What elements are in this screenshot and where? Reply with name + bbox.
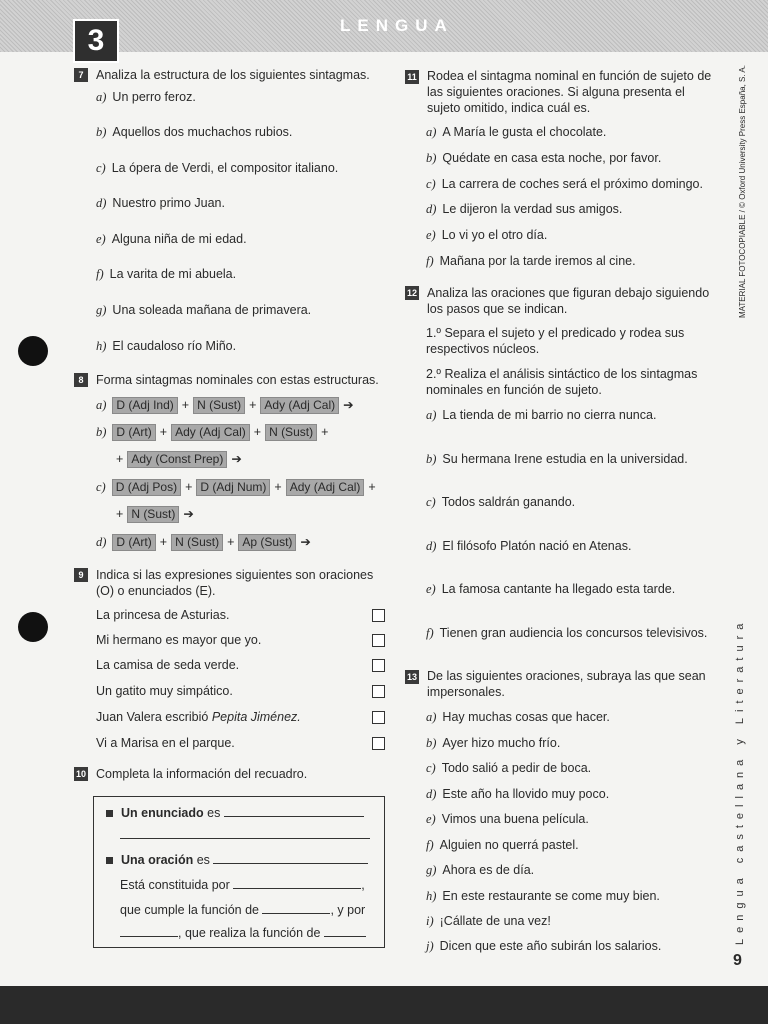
list-item: f) Mañana por la tarde iremos al cine. bbox=[426, 254, 636, 268]
copyright-notice: MATERIAL FOTOCOPIABLE / © Oxford University Press España, S. A. bbox=[738, 65, 747, 318]
list-item: a) La tienda de mi barrio no cierra nunca. bbox=[426, 408, 657, 422]
book-title: Lengua castellana y Literatura bbox=[734, 617, 746, 945]
answer-checkbox[interactable] bbox=[372, 659, 385, 672]
chip: D (Adj Pos) bbox=[112, 479, 181, 496]
footer-band bbox=[0, 986, 768, 1024]
list-item: e) La famosa cantante ha llegado esta tarde. bbox=[426, 582, 676, 596]
list-item: c) Todos saldrán ganando. bbox=[426, 495, 576, 509]
list-item: b) Su hermana Irene estudia en la universidad. bbox=[426, 452, 688, 466]
chip: N (Sust) bbox=[127, 506, 179, 523]
list-item: j) Dicen que este año subirán los salarios. bbox=[426, 939, 662, 953]
list-item: h) El caudaloso río Miño. bbox=[96, 339, 237, 353]
exercise-7-title: Analiza la estructura de los siguientes sintagmas. bbox=[96, 68, 370, 82]
structure-row-b-cont: + Ady (Const Prep) ➔ bbox=[116, 452, 242, 466]
chip: D (Adj Ind) bbox=[112, 397, 177, 414]
list-item: c) La carrera de coches será el próximo domingo. bbox=[426, 177, 703, 191]
list-item: a) Un perro feroz. bbox=[96, 90, 196, 104]
chip: D (Adj Num) bbox=[196, 479, 270, 496]
answer-checkbox[interactable] bbox=[372, 737, 385, 750]
list-item: g) Ahora es de día. bbox=[426, 863, 535, 877]
arrow-icon: ➔ bbox=[343, 398, 354, 412]
chip: Ady (Adj Cal) bbox=[286, 479, 365, 496]
answer-checkbox[interactable] bbox=[372, 634, 385, 647]
list-item: d) Este año ha llovido muy poco. bbox=[426, 787, 610, 801]
list-item: a) A María le gusta el chocolate. bbox=[426, 125, 607, 139]
chip: N (Sust) bbox=[171, 534, 223, 551]
list-item: c) Todo salió a pedir de boca. bbox=[426, 761, 592, 775]
list-item: f) La varita de mi abuela. bbox=[96, 267, 237, 281]
exercise-12-title: Analiza las oraciones que figuran debajo siguiendo los pasos que se indican. bbox=[427, 286, 710, 316]
chip: D (Art) bbox=[112, 534, 155, 551]
answer-line[interactable] bbox=[120, 828, 370, 839]
answer-line[interactable] bbox=[262, 903, 330, 914]
structure-row-b: b) D (Art) + Ady (Adj Cal) + N (Sust) + bbox=[96, 425, 329, 439]
list-item: f) Tienen gran audiencia los concursos televisivos. bbox=[426, 626, 708, 640]
chip: N (Sust) bbox=[193, 397, 245, 414]
structure-row-d: d) D (Art) + N (Sust) + Ap (Sust) ➔ bbox=[96, 535, 311, 549]
step-2: 2.º Realiza el análisis sintáctico de los sintagmas nominales en función de sujeto. bbox=[426, 367, 698, 397]
arrow-icon: ➔ bbox=[231, 452, 242, 466]
structure-row-c: c) D (Adj Pos) + D (Adj Num) + Ady (Adj Cal) + bbox=[96, 480, 376, 494]
answer-line[interactable] bbox=[213, 853, 368, 864]
exercise-8-title: Forma sintagmas nominales con estas estructuras. bbox=[96, 373, 379, 387]
answer-checkbox[interactable] bbox=[372, 685, 385, 698]
chip: Ady (Adj Cal) bbox=[171, 424, 250, 441]
definition-box: Un enunciado es Una oración es Está constituida por , que cumple la función de , y por , que realiza la función de bbox=[93, 796, 385, 948]
list-item: La camisa de seda verde. bbox=[96, 658, 240, 672]
structure-row-c-cont: + N (Sust) ➔ bbox=[116, 507, 194, 521]
chip: D (Art) bbox=[112, 424, 155, 441]
list-item: i) ¡Cállate de una vez! bbox=[426, 914, 551, 928]
step-1: 1.º Separa el sujeto y el predicado y rodea sus respectivos núcleos. bbox=[426, 326, 685, 356]
answer-checkbox[interactable] bbox=[372, 609, 385, 622]
exercise-number: 7 bbox=[74, 68, 88, 82]
exercise-number: 9 bbox=[74, 568, 88, 582]
answer-line[interactable] bbox=[120, 926, 178, 937]
list-item: c) La ópera de Verdi, el compositor italiano. bbox=[96, 161, 339, 175]
list-item: e) Alguna niña de mi edad. bbox=[96, 232, 247, 246]
exercise-9-title: Indica si las expresiones siguientes son oraciones (O) o enunciados (E). bbox=[96, 568, 374, 598]
answer-line[interactable] bbox=[324, 926, 366, 937]
page-number: 9 bbox=[733, 952, 742, 969]
exercise-number: 13 bbox=[406, 672, 417, 682]
list-item: h) En este restaurante se come muy bien. bbox=[426, 889, 660, 903]
exercise-number: 11 bbox=[405, 70, 419, 84]
list-item: Juan Valera escribió Pepita Jiménez. bbox=[96, 710, 301, 724]
list-item: Vi a Marisa en el parque. bbox=[96, 736, 235, 750]
list-item: f) Alguien no querrá pastel. bbox=[426, 838, 579, 852]
list-item: b) Quédate en casa esta noche, por favor. bbox=[426, 151, 662, 165]
exercise-number: 10 bbox=[75, 769, 86, 779]
structure-row-a: a) D (Adj Ind) + N (Sust) + Ady (Adj Cal) ➔ bbox=[96, 398, 354, 412]
chip: N (Sust) bbox=[265, 424, 317, 441]
list-item: Un gatito muy simpático. bbox=[96, 684, 233, 698]
arrow-icon: ➔ bbox=[183, 507, 194, 521]
chip: Ady (Adj Cal) bbox=[260, 397, 339, 414]
chip: Ady (Const Prep) bbox=[127, 451, 227, 468]
unit-number: 3 bbox=[73, 19, 119, 63]
list-item: d) El filósofo Platón nació en Atenas. bbox=[426, 539, 632, 553]
chip: Ap (Sust) bbox=[238, 534, 296, 551]
list-item: b) Ayer hizo mucho frío. bbox=[426, 736, 561, 750]
list-item: e) Vimos una buena película. bbox=[426, 812, 589, 826]
list-item: Mi hermano es mayor que yo. bbox=[96, 633, 262, 647]
binder-hole-bottom bbox=[18, 612, 48, 642]
answer-line[interactable] bbox=[233, 878, 361, 889]
list-item: d) Nuestro primo Juan. bbox=[96, 196, 225, 210]
exercise-number: 12 bbox=[406, 288, 417, 298]
exercise-10-title: Completa la información del recuadro. bbox=[96, 767, 308, 781]
answer-line[interactable] bbox=[224, 806, 364, 817]
list-item: a) Hay muchas cosas que hacer. bbox=[426, 710, 610, 724]
exercise-number: 8 bbox=[74, 373, 88, 387]
list-item: d) Le dijeron la verdad sus amigos. bbox=[426, 202, 623, 216]
area-title: LENGUA bbox=[340, 16, 454, 35]
arrow-icon: ➔ bbox=[300, 535, 311, 549]
list-item: e) Lo vi yo el otro día. bbox=[426, 228, 548, 242]
exercise-11-title: Rodea el sintagma nominal en función de sujeto de las siguientes oraciones. Si alguna presenta el sujeto omitido, indica cuál es. bbox=[427, 69, 712, 115]
list-item: La princesa de Asturias. bbox=[96, 608, 230, 622]
list-item: b) Aquellos dos muchachos rubios. bbox=[96, 125, 293, 139]
answer-checkbox[interactable] bbox=[372, 711, 385, 724]
binder-hole-top bbox=[18, 336, 48, 366]
exercise-13-title: De las siguientes oraciones, subraya las que sean impersonales. bbox=[427, 669, 706, 699]
list-item: g) Una soleada mañana de primavera. bbox=[96, 303, 312, 317]
